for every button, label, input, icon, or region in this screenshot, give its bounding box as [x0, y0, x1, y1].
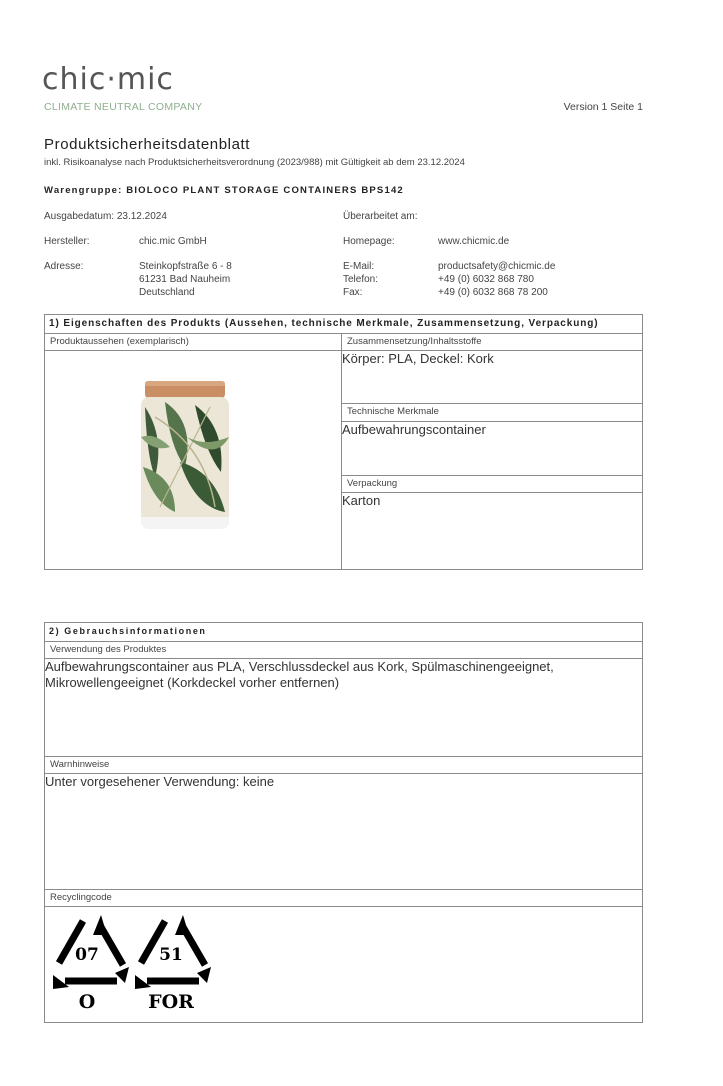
- company-logo: chic·mic: [42, 62, 174, 97]
- recycling-icon-07: [49, 913, 133, 1013]
- manufacturer-label: Hersteller:: [44, 236, 90, 247]
- version-info: Version 1 Seite 1: [563, 101, 643, 113]
- revised-label: Überarbeitet am:: [343, 211, 418, 222]
- product-image-cell: [45, 351, 342, 570]
- phone-label: Telefon:: [343, 274, 379, 285]
- appearance-label: Produktaussehen (exemplarisch): [45, 334, 342, 351]
- usage-label: Verwendung des Produktes: [45, 642, 643, 659]
- section-2-table: [44, 622, 643, 1023]
- fax-value: +49 (0) 6032 868 78 200: [438, 287, 548, 298]
- section-2-header: 2) Gebrauchsinformationen: [45, 623, 643, 642]
- product-group: Warengruppe: BIOLOCO PLANT STORAGE CONTAINERS BPS142: [44, 185, 404, 196]
- recycling-number-07: 07: [75, 945, 99, 965]
- address-line-2: 61231 Bad Nauheim: [139, 274, 231, 285]
- company-tagline: CLIMATE NEUTRAL COMPANY: [44, 101, 203, 113]
- fax-label: Fax:: [343, 287, 363, 298]
- recycling-icon-51: [131, 913, 215, 1013]
- composition-value: Körper: PLA, Deckel: Kork: [342, 351, 643, 404]
- email-label: E-Mail:: [343, 261, 375, 272]
- manufacturer-value: chic.mic GmbH: [139, 236, 207, 247]
- section-1-header: 1) Eigenschaften des Produkts (Aussehen, technische Merkmale, Zusammensetzung, Verpackung): [45, 315, 643, 334]
- packaging-value: Karton: [342, 493, 643, 570]
- recycling-number-51: 51: [159, 945, 183, 965]
- homepage-link[interactable]: www.chicmic.de: [438, 236, 510, 247]
- phone-value: +49 (0) 6032 868 780: [438, 274, 534, 285]
- recycling-letters-for: FOR: [148, 991, 194, 1013]
- composition-label: Zusammensetzung/Inhaltsstoffe: [342, 334, 643, 351]
- address-line-1: Steinkopfstraße 6 - 8: [139, 261, 232, 272]
- issue-date: Ausgabedatum: 23.12.2024: [44, 211, 167, 222]
- email-link[interactable]: productsafety@chicmic.de: [438, 261, 556, 272]
- warnings-value: Unter vorgesehener Verwendung: keine: [45, 774, 643, 890]
- recycling-cell: [45, 907, 643, 1023]
- recycling-letters-o: O: [78, 991, 96, 1013]
- technical-label: Technische Merkmale: [342, 404, 643, 421]
- product-image: [125, 377, 245, 537]
- address-label: Adresse:: [44, 261, 84, 272]
- homepage-label: Homepage:: [343, 236, 395, 247]
- address-line-3: Deutschland: [139, 287, 195, 298]
- section-1-table: [44, 314, 643, 570]
- document-subtitle: inkl. Risikoanalyse nach Produktsicherheitsverordnung (2023/988) mit Gültigkeit ab dem 23.12.2024: [44, 157, 465, 168]
- document-title: Produktsicherheitsdatenblatt: [44, 136, 251, 153]
- packaging-label: Verpackung: [342, 475, 643, 492]
- recycling-label: Recyclingcode: [45, 890, 643, 907]
- warnings-label: Warnhinweise: [45, 757, 643, 774]
- technical-value: Aufbewahrungscontainer: [342, 421, 643, 475]
- usage-value: Aufbewahrungscontainer aus PLA, Verschlussdeckel aus Kork, Spülmaschinengeeignet, Mikrowellengeeignet (Korkdeckel vorher entfernen): [45, 659, 643, 757]
